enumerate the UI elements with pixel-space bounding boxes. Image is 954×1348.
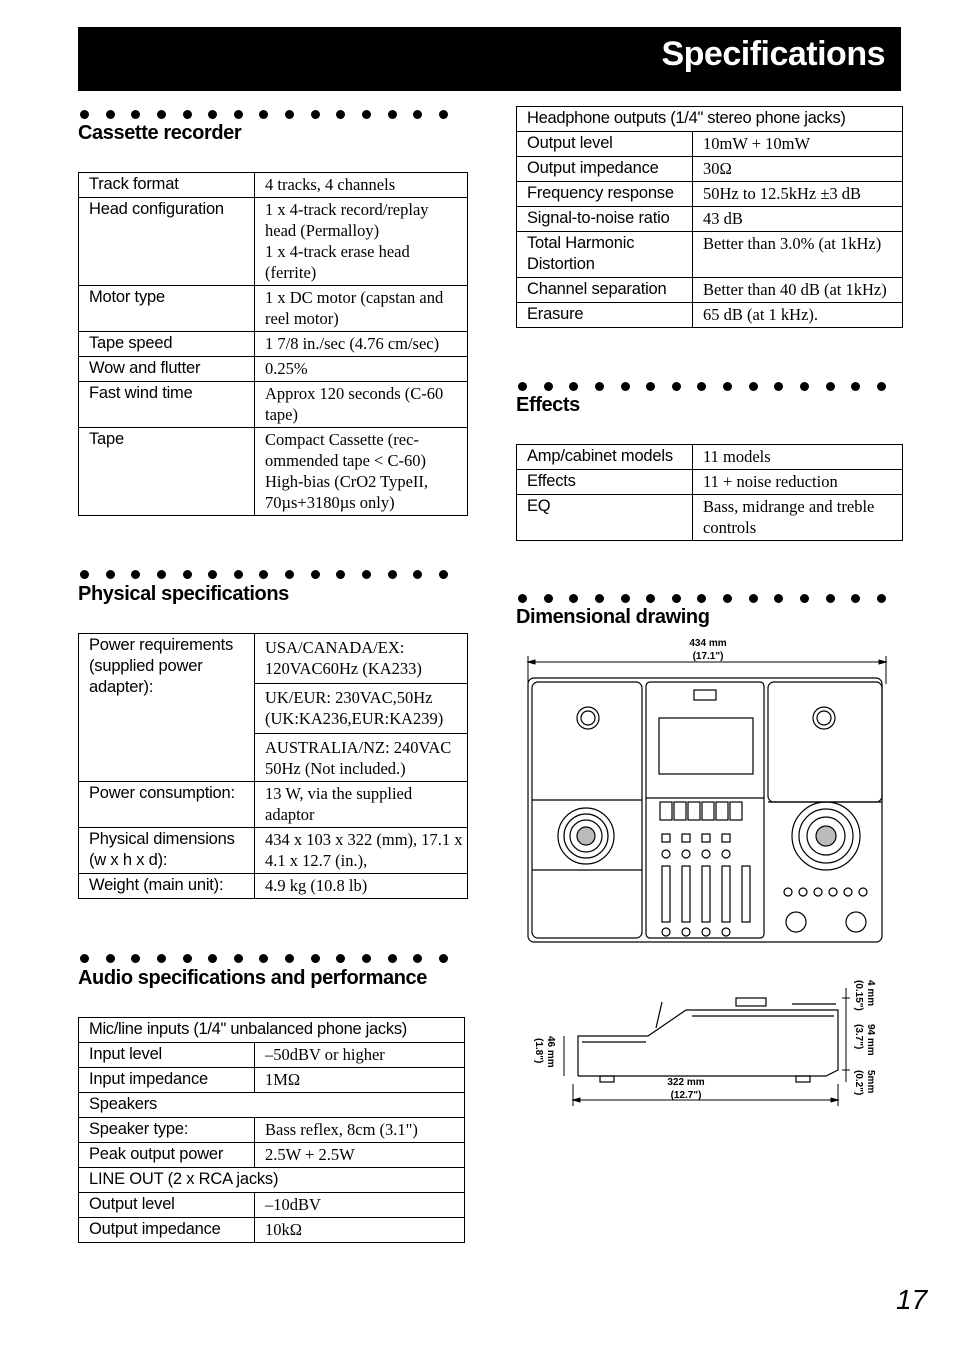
top-view	[528, 678, 882, 942]
divider-dot	[800, 382, 809, 391]
divider-dot	[183, 110, 192, 119]
spec-value: Compact Cassette (rec-ommended tape < C-60) High-bias (CrO2 TypeII, 70µs+3180µs only)	[255, 428, 468, 516]
spec-value: 43 dB	[693, 207, 903, 232]
spec-label: Head configuration	[79, 198, 255, 286]
divider-dot	[80, 954, 89, 963]
divider-dot	[413, 570, 422, 579]
depth-mm-label: 322 mm	[667, 1077, 705, 1088]
spec-label: Speaker type:	[79, 1118, 255, 1143]
width-in-label: (17.1")	[692, 651, 724, 662]
table-row	[517, 132, 903, 157]
spec-label: Amp/cabinet models	[517, 445, 693, 470]
divider-dot	[157, 570, 166, 579]
divider-dot	[826, 382, 835, 391]
spec-value: 30Ω	[693, 157, 903, 182]
spec-label: Wow and flutter	[79, 357, 255, 382]
spec-value: 11 models	[693, 445, 903, 470]
table-row	[517, 207, 903, 232]
divider-dot	[439, 110, 448, 119]
table-row	[79, 1068, 465, 1093]
divider-dot	[518, 382, 527, 391]
table-row	[517, 232, 903, 278]
divider-dot	[544, 594, 553, 603]
section-divider-dots	[518, 593, 886, 603]
divider-dot	[672, 594, 681, 603]
table-row	[79, 874, 468, 899]
divider-dot	[80, 110, 89, 119]
divider-dot	[362, 570, 371, 579]
divider-dot	[131, 110, 140, 119]
table-row	[79, 357, 468, 382]
divider-dot	[851, 382, 860, 391]
section-divider-dots	[80, 569, 448, 579]
lineout-header: LINE OUT (2 x RCA jacks)	[79, 1168, 465, 1193]
divider-dot	[595, 382, 604, 391]
divider-dot	[183, 570, 192, 579]
table-row	[79, 1043, 465, 1068]
divider-dot	[362, 954, 371, 963]
divider-dot	[388, 110, 397, 119]
section-divider-dots	[518, 381, 886, 391]
divider-dot	[106, 570, 115, 579]
spec-label: Signal-to-noise ratio	[517, 207, 693, 232]
divider-dot	[311, 110, 320, 119]
divider-dot	[336, 570, 345, 579]
power-value-usa: USA/CANADA/EX: 120VAC60Hz (KA233)	[255, 634, 468, 684]
table-row	[79, 332, 468, 357]
divider-dot	[285, 954, 294, 963]
divider-dot	[646, 382, 655, 391]
width-mm-label: 434 mm	[689, 638, 727, 649]
table-row	[517, 303, 903, 328]
divider-dot	[183, 954, 192, 963]
spec-label: Output level	[517, 132, 693, 157]
left-height-mm-label: 46 mm	[545, 1036, 556, 1068]
left-height-in-label: (1.8")	[533, 1038, 544, 1064]
table-row	[79, 198, 468, 286]
table-row	[79, 634, 468, 684]
divider-dot	[234, 954, 243, 963]
spec-value: 2.5W + 2.5W	[255, 1143, 465, 1168]
divider-dot	[259, 110, 268, 119]
header-bar	[78, 27, 901, 91]
spec-label: Output impedance	[79, 1218, 255, 1243]
divider-dot	[723, 594, 732, 603]
top-gap-mm-label: 4 mm	[865, 980, 876, 1007]
divider-dot	[697, 382, 706, 391]
page-number: 17	[896, 1284, 928, 1315]
spec-label: Effects	[517, 470, 693, 495]
divider-dot	[646, 594, 655, 603]
table-row	[517, 157, 903, 182]
spec-value: 4 tracks, 4 channels	[255, 173, 468, 198]
spec-value: 0.25%	[255, 357, 468, 382]
spec-value: Bass, midrange and treble controls	[693, 495, 903, 541]
spec-value: Approx 120 seconds (C-60 tape)	[255, 382, 468, 428]
headphone-header: Headphone outputs (1/4" stereo phone jacks)	[517, 107, 903, 132]
spec-label: Output impedance	[517, 157, 693, 182]
divider-dot	[749, 594, 758, 603]
body-height-mm-label: 94 mm	[865, 1024, 876, 1056]
audio-section-title: Audio specifications and performance	[78, 967, 428, 989]
divider-dot	[285, 110, 294, 119]
spec-value: Better than 40 dB (at 1kHz)	[693, 278, 903, 303]
cassette-section-title: Cassette recorder	[78, 122, 242, 144]
divider-dot	[106, 110, 115, 119]
power-requirements-label: Power requirements (supplied power adapter):	[79, 634, 255, 782]
divider-dot	[388, 570, 397, 579]
table-row	[517, 278, 903, 303]
depth-in-label: (12.7")	[670, 1090, 702, 1101]
divider-dot	[285, 570, 294, 579]
divider-dot	[851, 594, 860, 603]
divider-dot	[388, 954, 397, 963]
spec-value: 1 x DC motor (capstan and reel motor)	[255, 286, 468, 332]
spec-label: Motor type	[79, 286, 255, 332]
divider-dot	[774, 594, 783, 603]
spec-value: Bass reflex, 8cm (3.1")	[255, 1118, 465, 1143]
spec-label: Input level	[79, 1043, 255, 1068]
spec-value: –50dBV or higher	[255, 1043, 465, 1068]
divider-dot	[157, 954, 166, 963]
spec-value: 50Hz to 12.5kHz ±3 dB	[693, 182, 903, 207]
table-row	[79, 428, 468, 516]
spec-label: Physical dimensions (w x h x d):	[79, 828, 255, 874]
divider-dot	[877, 594, 886, 603]
table-row	[517, 470, 903, 495]
spec-value: 434 x 103 x 322 (mm), 17.1 x 4.1 x 12.7 (in.),	[255, 828, 468, 874]
divider-dot	[259, 954, 268, 963]
feet-height-mm-label: 5mm	[865, 1070, 876, 1094]
body-height-in-label: (3.7")	[853, 1024, 864, 1050]
table-row	[79, 1143, 465, 1168]
spec-value: –10dBV	[255, 1193, 465, 1218]
drawing-section-title: Dimensional drawing	[516, 606, 710, 628]
table-row	[79, 382, 468, 428]
divider-dot	[569, 382, 578, 391]
divider-dot	[336, 954, 345, 963]
divider-dot	[208, 110, 217, 119]
divider-dot	[362, 110, 371, 119]
divider-dot	[413, 110, 422, 119]
table-row	[517, 182, 903, 207]
spec-label: Fast wind time	[79, 382, 255, 428]
spec-value: 4.9 kg (10.8 lb)	[255, 874, 468, 899]
divider-dot	[336, 110, 345, 119]
divider-dot	[723, 382, 732, 391]
divider-dot	[157, 110, 166, 119]
spec-label: Frequency response	[517, 182, 693, 207]
table-row	[517, 107, 903, 132]
divider-dot	[569, 594, 578, 603]
spec-label: Channel separation	[517, 278, 693, 303]
divider-dot	[259, 570, 268, 579]
spec-value: 1 x 4-track record/replay head (Permalloy) 1 x 4-track erase head (ferrite)	[255, 198, 468, 286]
divider-dot	[208, 954, 217, 963]
divider-dot	[131, 954, 140, 963]
divider-dot	[774, 382, 783, 391]
divider-dot	[311, 954, 320, 963]
divider-dot	[439, 954, 448, 963]
headphone-spec-table	[516, 106, 903, 328]
side-view	[578, 998, 838, 1082]
section-divider-dots	[80, 953, 448, 963]
spec-value: 10mW + 10mW	[693, 132, 903, 157]
power-value-australia: AUSTRALIA/NZ: 240VAC 50Hz (Not included.)	[255, 734, 468, 782]
spec-label: Tape	[79, 428, 255, 516]
spec-label: EQ	[517, 495, 693, 541]
divider-dot	[439, 570, 448, 579]
spec-value: 1 7/8 in./sec (4.76 cm/​sec)	[255, 332, 468, 357]
table-row	[79, 828, 468, 874]
spec-value: 11 + noise reduction	[693, 470, 903, 495]
table-row	[517, 445, 903, 470]
depth-dimension	[564, 988, 850, 1106]
table-row	[79, 286, 468, 332]
table-row	[79, 1018, 465, 1043]
section-divider-dots	[80, 109, 448, 119]
divider-dot	[749, 382, 758, 391]
divider-dot	[131, 570, 140, 579]
table-row	[79, 1168, 465, 1193]
divider-dot	[80, 570, 89, 579]
divider-dot	[234, 110, 243, 119]
physical-section-title: Physical specifications	[78, 583, 289, 605]
speakers-header: Speakers	[79, 1093, 465, 1118]
spec-label: Tape speed	[79, 332, 255, 357]
divider-dot	[877, 382, 886, 391]
table-row	[79, 173, 468, 198]
audio-spec-table	[78, 1017, 465, 1243]
effects-spec-table	[516, 444, 903, 541]
spec-label: Weight (main unit):	[79, 874, 255, 899]
spec-value: 65 dB (at 1 kHz).	[693, 303, 903, 328]
physical-spec-table	[78, 633, 468, 899]
divider-dot	[672, 382, 681, 391]
divider-dot	[621, 382, 630, 391]
divider-dot	[544, 382, 553, 391]
spec-value: 13 W, via the supplied adaptor	[255, 782, 468, 828]
table-row	[79, 1118, 465, 1143]
divider-dot	[621, 594, 630, 603]
spec-label: Input impedance	[79, 1068, 255, 1093]
dimensional-drawing	[516, 632, 900, 1112]
divider-dot	[234, 570, 243, 579]
spec-label: Output level	[79, 1193, 255, 1218]
table-row	[79, 782, 468, 828]
effects-section-title: Effects	[516, 394, 580, 416]
mic-inputs-header: Mic/line inputs (1/4" unbalanced phone jacks)	[79, 1018, 465, 1043]
table-row	[517, 495, 903, 541]
spec-label: Peak output power	[79, 1143, 255, 1168]
page-title: Specifications	[661, 35, 885, 73]
spec-value: Better than 3.0% (at 1kHz)	[693, 232, 903, 278]
spec-label: Track format	[79, 173, 255, 198]
divider-dot	[208, 570, 217, 579]
divider-dot	[595, 594, 604, 603]
power-value-uk: UK/EUR: 230VAC,50Hz (UK:KA236,EUR:KA239)	[255, 684, 468, 734]
spec-label: Total Harmonic Distortion	[517, 232, 693, 278]
feet-height-in-label: (0.2")	[853, 1070, 864, 1096]
divider-dot	[413, 954, 422, 963]
divider-dot	[826, 594, 835, 603]
spec-value: 1MΩ	[255, 1068, 465, 1093]
spec-label: Erasure	[517, 303, 693, 328]
table-row	[79, 1218, 465, 1243]
divider-dot	[106, 954, 115, 963]
divider-dot	[518, 594, 527, 603]
divider-dot	[311, 570, 320, 579]
spec-value: 10kΩ	[255, 1218, 465, 1243]
divider-dot	[697, 594, 706, 603]
table-row	[79, 1093, 465, 1118]
top-gap-in-label: (0.15")	[853, 980, 864, 1011]
spec-label: Power consumption:	[79, 782, 255, 828]
table-row	[79, 1193, 465, 1218]
cassette-spec-table	[78, 172, 468, 516]
divider-dot	[800, 594, 809, 603]
